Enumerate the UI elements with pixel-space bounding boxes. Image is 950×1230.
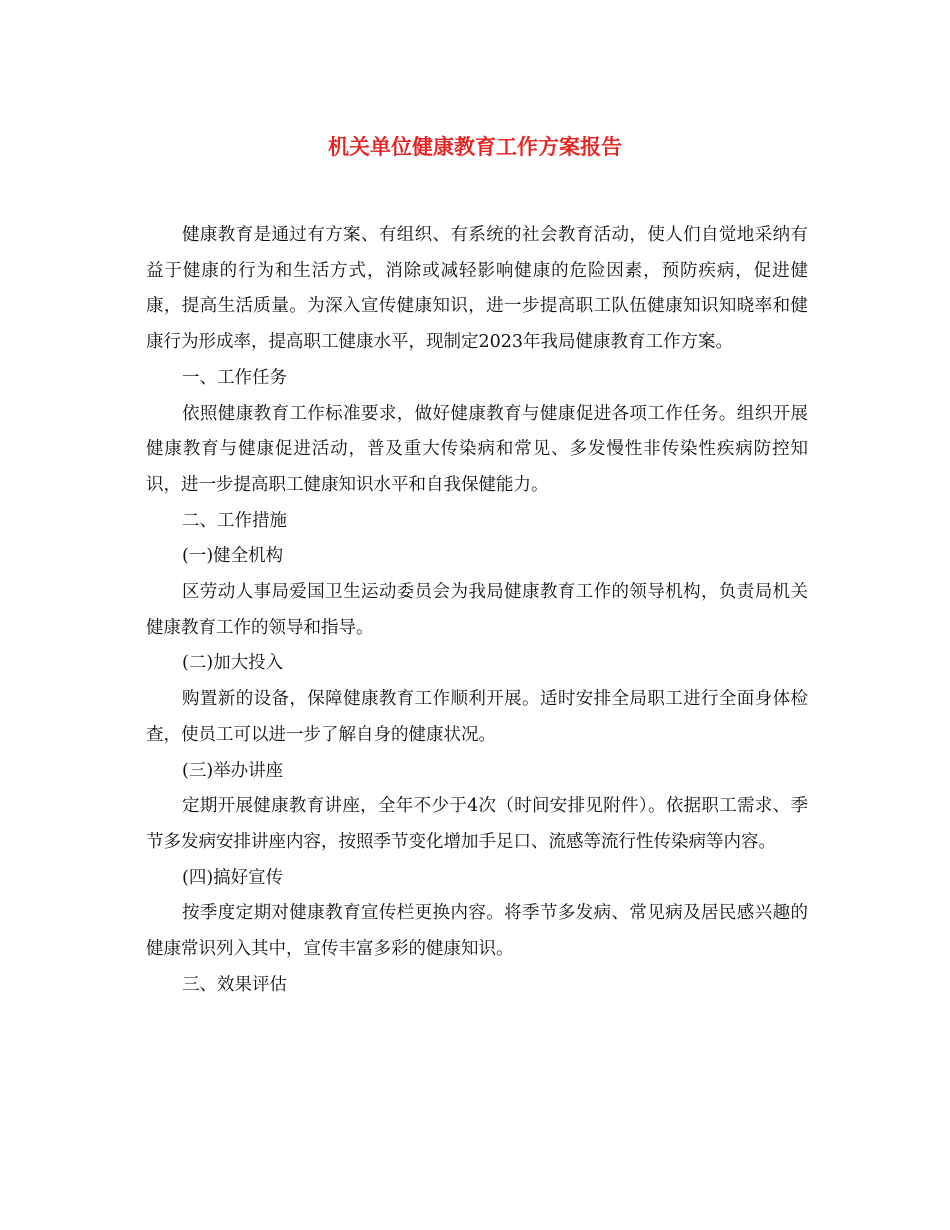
publicity-paragraph: 按季度定期对健康教育宣传栏更换内容。将季节多发病、常见病及居民感兴趣的健康常识列入其中，宣传丰富多彩的健康知识。: [146, 903, 808, 960]
organization-paragraph: 区劳动人事局爱国卫生运动委员会为我局健康教育工作的领导机构，负责局机关健康教育工作的领导和指导。: [146, 582, 808, 638]
intro-paragraph: 健康教育是通过有方案、有组织、有系统的社会教育活动，使人们自觉地采纳有益于健康的行为和生活方式，消除或减轻影响健康的危险因素，预防疾病，促进健康，提高生活质量。为深入宣传健康知识，进一步提高职工队伍健康知识知晓率和健康行为形成率，提高职工健康水平，现制定2023年我局健康教育工作方案。: [146, 225, 808, 353]
subheading-investment: (二)加大投入: [182, 653, 284, 674]
document-body: [146, 218, 808, 1003]
subheading-organization: (一)健全机构: [182, 546, 284, 567]
investment-paragraph: 购置新的设备，保障健康教育工作顺利开展。适时安排全局职工进行全面身体检查，使员工可以进一步了解自身的健康状况。: [146, 689, 808, 745]
document-title: 机关单位健康教育工作方案报告: [328, 134, 622, 159]
lectures-paragraph: 定期开展健康教育讲座，全年不少于4次（时间安排见附件）。依据职工需求、季节多发病安排讲座内容，按照季节变化增加手足口、流感等流行性传染病等内容。: [146, 796, 808, 852]
tasks-paragraph: 依照健康教育工作标准要求，做好健康教育与健康促进各项工作任务。组织开展健康教育与健康促进活动，普及重大传染病和常见、多发慢性非传染性疾病防控知识，进一步提高职工健康知识水平和自我保健能力。: [146, 403, 808, 495]
section-heading-tasks: 一、工作任务: [182, 367, 287, 388]
section-heading-measures: 二、工作措施: [182, 510, 287, 531]
section-heading-evaluation: 三、效果评估: [182, 974, 287, 995]
subheading-publicity: (四)搞好宣传: [182, 867, 284, 888]
subheading-lectures: (三)举办讲座: [182, 760, 284, 781]
